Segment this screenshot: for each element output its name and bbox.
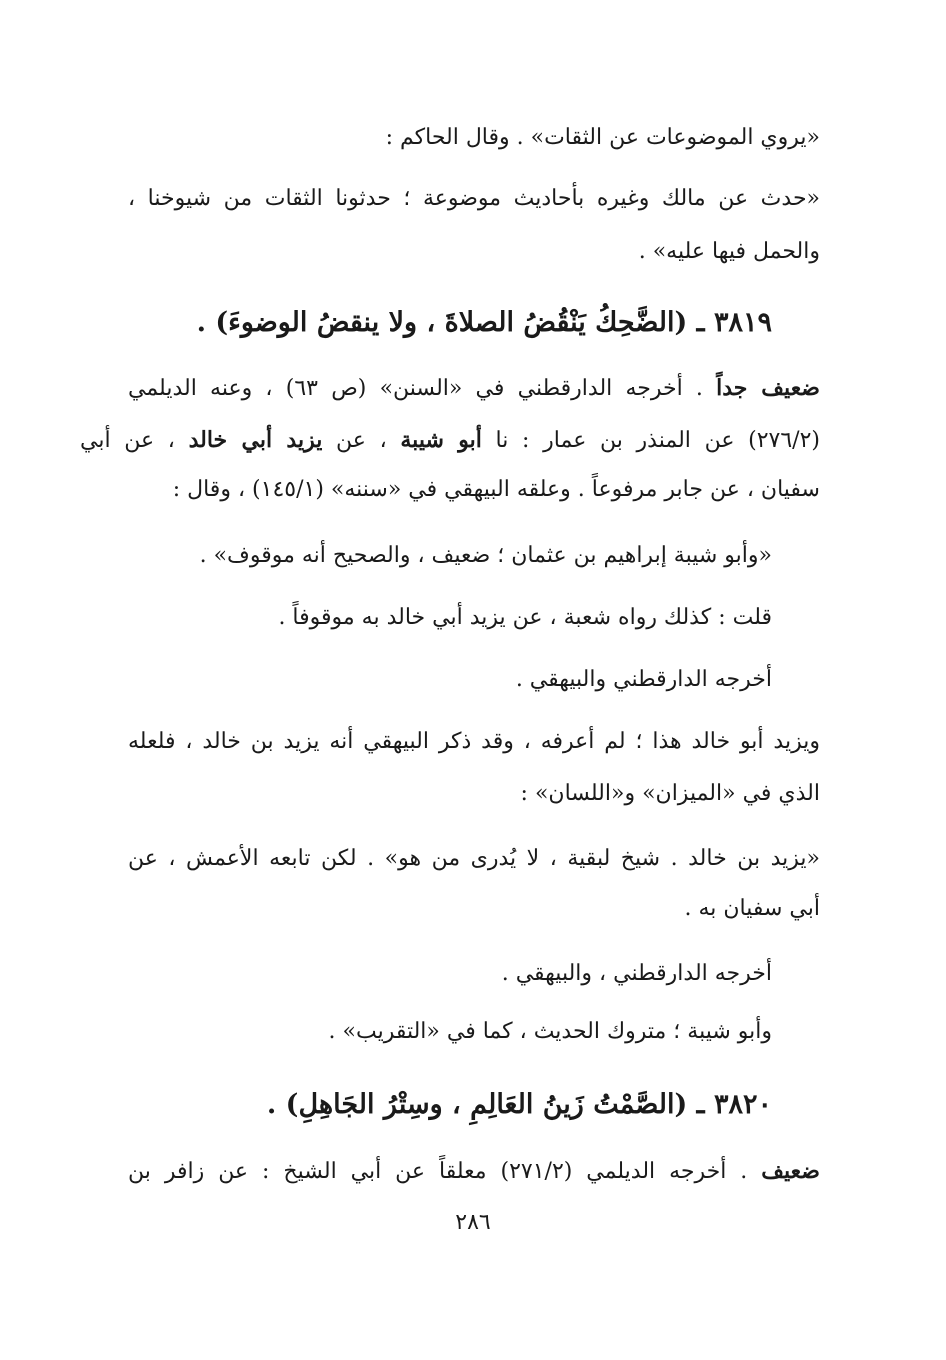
hadith-heading-3820: ٣٨٢٠ ـ (الصَّمْتُ زَينُ العَالِمِ ، وسِتْرُ الجَاهِلِ) . (266, 1089, 772, 1120)
narrator-name-1: أبو شيبة (400, 427, 482, 453)
narrator-name-2: يزيد أبي خالد (188, 427, 323, 453)
text-line-10: ويزيد أبو خالد هذا ؛ لم أعرفه ، وقد ذكر البيهقي أنه يزيد بن خالد ، فلعله (128, 729, 820, 754)
text-line-8: قلت : كذلك رواه شعبة ، عن يزيد أبي خالد به موقوفاً . (278, 605, 772, 630)
text-line-5-part-c: ، عن (322, 428, 401, 453)
text-line-15: وأبو شيبة ؛ متروك الحديث ، كما في «التقريب» . (328, 1019, 772, 1044)
text-line-5 (80, 424, 820, 456)
text-line-7: «وأبو شيبة إبراهيم بن عثمان ؛ ضعيف ، والصحيح أنه موقوف» . (199, 543, 772, 568)
text-line-4-rest: . أخرجه الدارقطني في «السنن» (ص ٦٣) ، وعنه الديلمي (128, 376, 717, 401)
text-line-9: أخرجه الدارقطني والبيهقي . (515, 667, 772, 692)
text-line-4 (128, 372, 820, 404)
grading-label-2: ضعيف (761, 1158, 820, 1184)
text-line-6: سفيان ، عن جابر مرفوعاً . وعلقه البيهقي في «سننه» (١٤٥/١) ، وقال : (172, 477, 820, 502)
text-line-13: أبي سفيان به . (684, 896, 820, 921)
text-line-11: الذي في «الميزان» و«اللسان» : (520, 781, 820, 806)
text-line-3: والحمل فيها عليه» . (638, 239, 820, 264)
text-line-1: «يروي الموضوعات عن الثقات» . وقال الحاكم : (385, 125, 820, 150)
grading-label: ضعيف جداً (716, 375, 820, 401)
text-line-14: أخرجه الدارقطني ، والبيهقي . (501, 961, 772, 986)
text-line-12: «يزيد بن خالد . شيخ لبقية ، لا يُدرى من هو» . لكن تابعه الأعمش ، عن (128, 846, 820, 871)
text-line-16 (128, 1155, 820, 1187)
text-line-2: «حدث عن مالك وغيره بأحاديث موضوعة ؛ حدثونا الثقات من شيوخنا ، (128, 186, 820, 211)
text-line-5-part-a: (٢٧٦/٢) عن المنذر بن عمار : نا (481, 428, 820, 453)
text-line-5-part-e: ، عن أبي (80, 428, 189, 453)
hadith-heading-3819: ٣٨١٩ ـ (الضَّحِكُ يَنْقُضُ الصلاةَ ، ولا ينقضُ الوضوءَ) . (196, 307, 772, 338)
page-number: ٢٨٦ (455, 1210, 491, 1235)
text-line-16-rest: . أخرجه الديلمي (٢٧١/٢) معلقاً عن أبي الشيخ : عن زافر بن (128, 1159, 762, 1184)
